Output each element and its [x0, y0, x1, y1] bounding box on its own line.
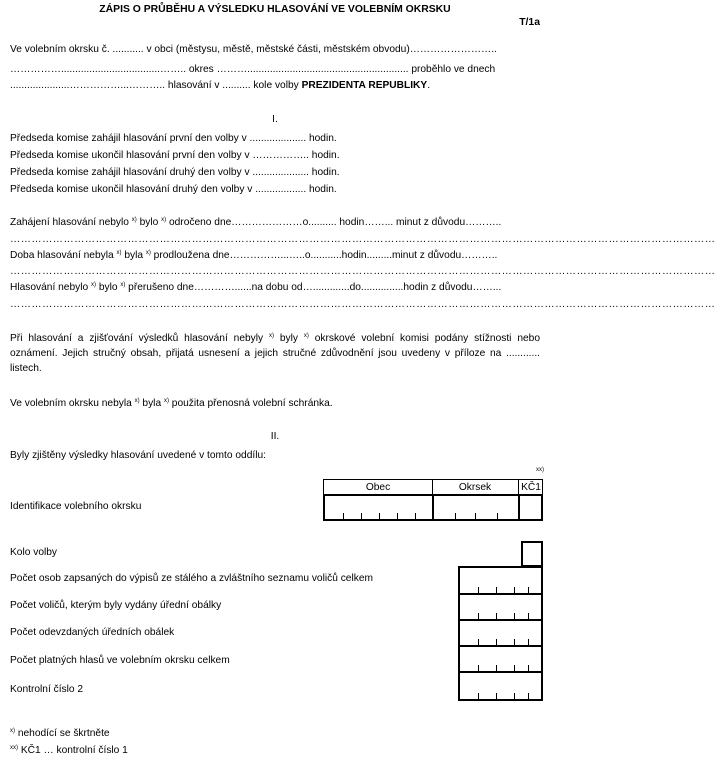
mobile-box-text-a: Ve volebním okrsku nebyla — [10, 398, 135, 409]
interrupt-text-b: bylo — [95, 282, 121, 293]
id-header-okrsek: Okrsek — [458, 482, 492, 493]
footnote-text: KČ1 … kontrolní číslo 1 — [18, 745, 128, 756]
row-label-envelopes-returned: Počet odevzdaných úředních obálek — [10, 627, 175, 638]
digit-tick — [415, 513, 416, 519]
form-code: T/1a — [519, 17, 540, 28]
footnote-mark: x) — [90, 282, 96, 288]
digit-tick — [514, 665, 515, 671]
digit-tick — [478, 613, 479, 619]
footnote-mark: x) — [131, 217, 137, 223]
extend-text-c: prodloužena dne……………...…..o...........hodin.........minut z důvodu……….. — [150, 250, 498, 261]
digit-tick — [514, 587, 515, 593]
digit-tick — [514, 693, 515, 699]
mobile-box-text-b: byla — [139, 398, 164, 409]
section-1-line-3: Předseda komise zahájil hlasování druhý den volby v .................... hodin. — [10, 167, 340, 178]
id-input-divider — [432, 496, 434, 519]
digit-tick — [361, 513, 362, 519]
digit-tick — [528, 587, 529, 593]
footnote-text: nehodící se škrtněte — [15, 728, 110, 739]
footnote-mark: x) — [268, 333, 274, 339]
footnote-mark: x) — [10, 728, 15, 734]
footnote-1 — [10, 728, 110, 739]
digit-tick — [478, 587, 479, 593]
intro-line-3-post: . — [427, 80, 431, 91]
interrupt-reason-dots: ……………………………………………………………………………………………………………………………………………………………………………… — [10, 299, 715, 310]
mobile-box-text-c: použita přenosná volební schránka. — [168, 398, 333, 409]
extend-line — [10, 250, 497, 261]
footnote-mark: x) — [120, 282, 126, 288]
intro-line-2: ……………...................................…….. okres ………......................................................... proběhlo ve dnech — [10, 64, 496, 75]
footnote-mark: x) — [303, 333, 309, 339]
digit-tick — [514, 639, 515, 645]
footnote-mark: x) — [134, 398, 140, 404]
extend-reason-dots: ……………………………………………………………………………………………………………………………………………………………………………… — [10, 266, 715, 277]
interrupt-line — [10, 282, 501, 293]
complaints-text-b: byly — [273, 333, 304, 344]
round-input-box[interactable] — [521, 541, 543, 567]
section-1-line-4: Předseda komise ukončil hlasování druhý den volby v .................. hodin. — [10, 184, 337, 195]
intro-line-3-pre: .....................……………...……….. hlasování v .......... kole volby — [10, 80, 302, 91]
intro-line-1: Ve volebním okrsku č. ........... v obci (městysu, městě, městské části, městském obvodu)…………………….. — [10, 44, 497, 55]
digit-tick — [478, 639, 479, 645]
digit-tick — [528, 693, 529, 699]
row-label-envelopes-issued: Počet voličů, kterým byly vydány úřední obálky — [10, 600, 222, 611]
start-text-a: Zahájení hlasování nebylo — [10, 217, 132, 228]
digit-tick — [478, 693, 479, 699]
digit-tick — [496, 693, 497, 699]
id-header-box — [323, 479, 543, 494]
complaints-text-c: okrskové volební komisi podány stížnosti nebo oznámení. Jejich stručný obsah, přijatá usnesení a jejich stručné zdůvodnění jsou uvedeny v příloze na ............ listech. — [10, 333, 540, 374]
digit-tick — [514, 613, 515, 619]
row-label-valid-votes: Počet platných hlasů ve volebním okrsku celkem — [10, 655, 230, 666]
digit-tick — [528, 639, 529, 645]
row-label-check-number-2: Kontrolní číslo 2 — [10, 684, 84, 695]
mobile-box-line — [10, 398, 333, 409]
footnote-2 — [10, 745, 128, 756]
extend-text-a: Doba hlasování nebyla — [10, 250, 117, 261]
digit-tick — [528, 665, 529, 671]
row-label-round: Kolo volby — [10, 547, 58, 558]
id-header-kc1: KČ1 — [521, 482, 541, 493]
id-input-divider — [518, 496, 520, 519]
row-label-identification: Identifikace volebního okrsku — [10, 501, 142, 512]
footnote-mark: x) — [116, 250, 122, 256]
digit-tick — [379, 513, 380, 519]
footnote-mark: xx) — [10, 745, 18, 751]
digit-tick — [497, 513, 498, 519]
section-2-intro: Byly zjištěny výsledky hlasování uvedené v tomto oddílu: — [10, 450, 266, 461]
section-1-line-1: Předseda komise zahájil hlasování první den volby v .................... hodin. — [10, 133, 337, 144]
digit-tick — [455, 513, 456, 519]
counts-input-grid[interactable] — [458, 566, 543, 701]
footnote-mark: x) — [161, 217, 167, 223]
kc1-footnote-mark: xx) — [536, 467, 544, 473]
interrupt-text-a: Hlasování nebylo — [10, 282, 91, 293]
election-name: PREZIDENTA REPUBLIKY — [301, 80, 428, 91]
row-divider — [460, 593, 541, 595]
complaints-paragraph — [10, 331, 540, 376]
digit-tick — [475, 513, 476, 519]
row-divider — [460, 619, 541, 621]
section-1-heading: I. — [272, 114, 278, 125]
digit-tick — [528, 613, 529, 619]
digit-tick — [478, 665, 479, 671]
row-divider — [460, 671, 541, 673]
row-divider — [460, 645, 541, 647]
start-text-b: bylo — [136, 217, 162, 228]
digit-tick — [397, 513, 398, 519]
digit-tick — [496, 587, 497, 593]
id-header-obec: Obec — [365, 482, 391, 493]
footnote-mark: x) — [145, 250, 151, 256]
section-2-heading: II. — [270, 431, 280, 442]
interrupt-text-c: přerušeno dne…………......na dobu od….............do...............hodin z důvodu……... — [125, 282, 502, 293]
digit-tick — [496, 639, 497, 645]
digit-tick — [343, 513, 344, 519]
row-label-registered: Počet osob zapsaných do výpisů ze stálého a zvláštního seznamu voličů celkem — [10, 573, 373, 584]
start-text-c: odročeno dne…………………o.......... hodin……... minut z důvodu……….. — [166, 217, 502, 228]
page-title: ZÁPIS O PRŮBĚHU A VÝSLEDKU HLASOVÁNÍ VE VOLEBNÍM OKRSKU — [99, 4, 451, 15]
section-1-line-2: Předseda komise ukončil hlasování první den volby v …………….. hodin. — [10, 150, 340, 161]
id-input-box[interactable] — [323, 494, 543, 521]
complaints-text-a: Při hlasování a zjišťování výsledků hlasování nebyly — [10, 333, 269, 344]
start-reason-dots: ……………………………………………………………………………………………………………………………………………………………………………… — [10, 234, 715, 245]
start-postponed-line — [10, 217, 501, 228]
extend-text-b: byla — [121, 250, 146, 261]
digit-tick — [496, 665, 497, 671]
digit-tick — [496, 613, 497, 619]
footnote-mark: x) — [163, 398, 169, 404]
intro-line-3 — [10, 80, 430, 91]
